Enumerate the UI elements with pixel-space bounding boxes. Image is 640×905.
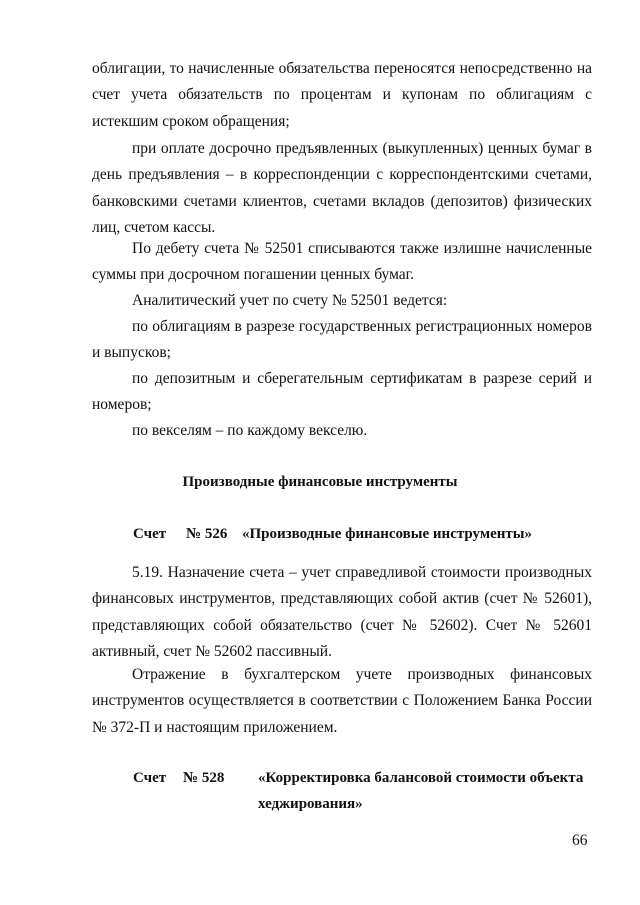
account-526-label: Счет <box>133 526 167 542</box>
section-heading: Производные финансовые инструменты <box>182 474 458 490</box>
account-526-title: «Производные финансовые инструменты» <box>242 526 532 542</box>
paragraph-debit-52501: По дебету счета № 52501 списываются также излишне начисленные суммы при досрочном погашении ценных бумаг. <box>92 240 592 284</box>
paragraph-bills: по векселям – по каждому векселю. <box>132 422 368 439</box>
account-528-title-line1: «Корректировка балансовой стоимости объекта <box>258 770 584 786</box>
paragraph-certificates: по депозитным и сберегательным сертификатам в разрезе серий и номеров; <box>92 370 592 414</box>
account-528-number: № 528 <box>183 770 225 786</box>
account-528-title-line2: хеджирования» <box>258 796 363 812</box>
page-number: 66 <box>572 832 588 849</box>
paragraph-account-purpose: 5.19. Назначение счета – учет справедливой стоимости производных финансовых инструментов, представляющих собой актив (счет № 52601), представляющих собой обязательство (счет № 52602). Счет № 52601 активный, счет № 52602 пассивный. <box>92 564 592 661</box>
paragraph-early-redemption: при оплате досрочно предъявленных (выкупленных) ценных бумаг в день предъявления – в корреспонденции с корреспондентскими счетами, банковскими счетами клиентов, счетами вкладов (депозитов) физических лиц, счетом кассы. <box>92 140 592 237</box>
paragraph-obligations-transfer: облигации, то начисленные обязательства переносятся непосредственно на счет учета обязательств по процентам и купонам по облигациям с истекшим сроком обращения; <box>92 60 592 130</box>
account-528-label: Счет <box>133 770 167 786</box>
paragraph-bonds: по облигациям в разрезе государственных регистрационных номеров и выпусков; <box>92 318 592 362</box>
paragraph-reflection: Отражение в бухгалтерском учете производных финансовых инструментов осуществляется в соответствии с Положением Банка России № 372-П и настоящим приложением. <box>92 666 592 736</box>
account-526-number: № 526 <box>186 526 228 542</box>
paragraph-analytic-accounting: Аналитический учет по счету № 52501 ведется: <box>132 292 448 309</box>
